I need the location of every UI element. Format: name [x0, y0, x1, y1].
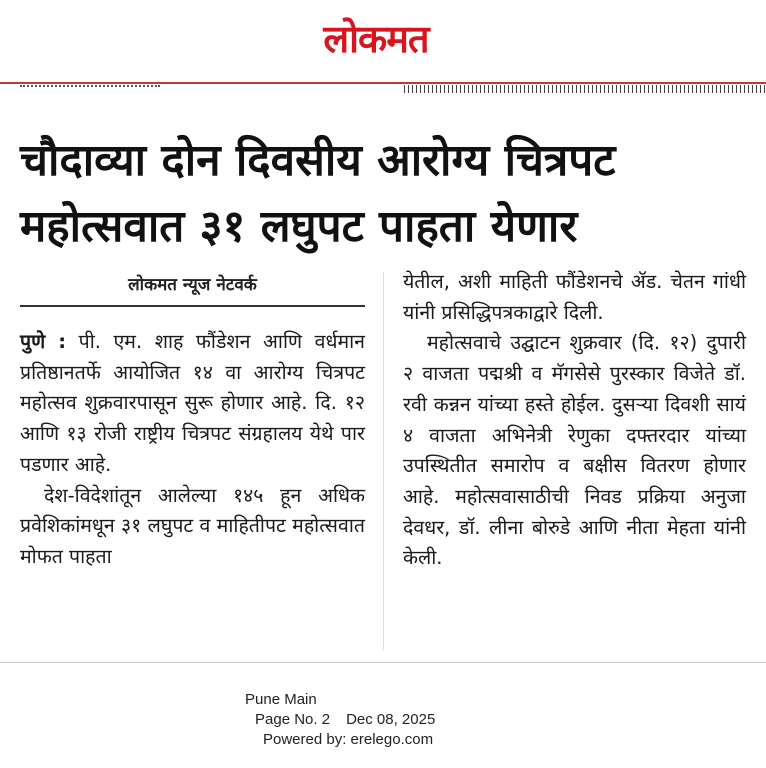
paragraph-1-text: पी. एम. शाह फौंडेशन आणि वर्धमान प्रतिष्ठानतर्फे आयोजित १४ वा आरोग्य चित्रपट महोत्सव शुक्रवारपासून सुरू होणार आहे. दि. १२ आणि १३ रोजी राष्ट्रीय चित्रपट संग्रहालय येथे पार पडणार आहे.	[20, 330, 366, 476]
paragraph-3: महोत्सवाचे उद्घाटन शुक्रवार (दि. १२) दुपारी २ वाजता पद्मश्री व मॅगसेसे पुरस्कार विजेते डॉ. रवी कन्नन यांच्या हस्ते होईल. दुसऱ्या दिवशी सायं ४ वाजता अभिनेत्री रेणुका दफ्तरदार यांच्या उपस्थितीत समारोप व बक्षीस वितरण होणार आहे. महोत्सवासाठीची निवड प्रक्रिया अनुजा देवधर, डॉ. लीना बोरुडे आणि नीता मेहता यांनी केली.	[403, 331, 746, 570]
decorative-dotted-rule	[20, 85, 160, 91]
article-column-right	[403, 267, 746, 574]
masthead	[0, 0, 766, 82]
page-footer	[243, 690, 533, 750]
dateline: पुणे :	[20, 330, 67, 353]
footer-date: Dec 08, 2025	[346, 711, 436, 728]
paragraph-2: देश-विदेशांतून आलेल्या १४५ हून अधिक प्रवेशिकांमधून ३१ लघुपट व माहितीपट महोत्सवात मोफत पाहता	[20, 483, 365, 568]
headline-line-1: चौदाव्या दोन दिवसीय आरोग्य चित्रपट	[20, 135, 616, 186]
headline-line-2: महोत्सवात ३१ लघुपट पाहता येणार	[20, 201, 578, 252]
newspaper-logo: लोकमत	[323, 17, 429, 61]
byline: लोकमत न्यूज नेटवर्क	[128, 275, 257, 295]
footer-powered-by: Powered by: erelego.com	[263, 731, 434, 748]
byline-rule	[20, 305, 365, 307]
article-column-left	[20, 327, 365, 573]
article-headline	[20, 128, 750, 260]
footer-edition: Pune Main	[245, 691, 317, 708]
footer-rule	[0, 662, 766, 663]
paragraph-1	[20, 327, 365, 481]
footer-page-number: Page No. 2	[255, 711, 331, 728]
masthead-rule	[0, 82, 766, 84]
decorative-hatched-rule	[404, 85, 766, 93]
paragraph-2-continued: येतील, अशी माहिती फौंडेशनचे ॲड. चेतन गांधी यांनी प्रसिद्धिपत्रकाद्वारे दिली.	[403, 270, 746, 324]
column-divider	[383, 272, 384, 650]
footer-page-date	[243, 710, 533, 730]
